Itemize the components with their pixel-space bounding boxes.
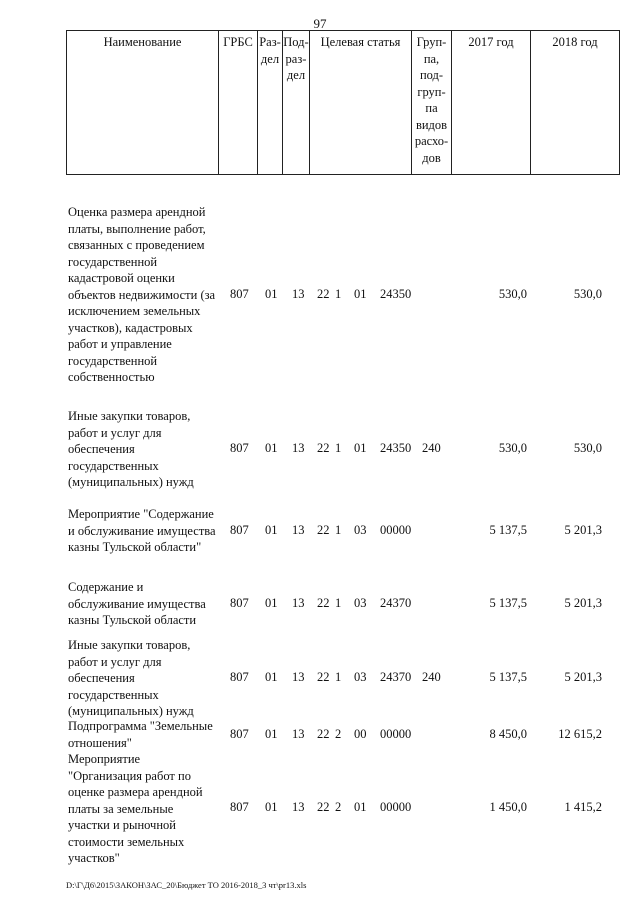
row-podrazdel: 13 (292, 596, 305, 610)
row-target-direction: 00000 (380, 523, 412, 537)
row-podrazdel: 13 (292, 523, 305, 537)
row-podrazdel: 13 (292, 800, 305, 814)
row-target-program: 22 (317, 800, 330, 814)
row-grbs: 807 (230, 523, 249, 537)
row-name: Мероприятие "Содержание и обслуживание имущества казны Тульской области" (68, 507, 216, 554)
row-name: Иные закупки товаров, работ и услуг для обеспечения государственных (муниципальных) нужд (68, 638, 194, 718)
row-grbs: 807 (230, 727, 249, 741)
row-2017: 530,0 (498, 287, 527, 301)
row-2017: 5 137,5 (489, 523, 527, 537)
row-podrazdel: 13 (292, 287, 305, 301)
row-podrazdel: 13 (292, 670, 305, 684)
row-target-subprogram: 2 (335, 800, 342, 814)
row-2018: 5 201,3 (564, 596, 602, 610)
row-razdel: 01 (265, 596, 278, 610)
row-2017: 530,0 (498, 441, 527, 455)
table-header (66, 30, 620, 175)
row-name: Оценка размера арендной платы, выполнение работ, связанных с проведением государственной кадастровой оценки объектов недвижимости (за исключением земельных участков), кадастровых работ и управление государственной собственностью (68, 205, 216, 384)
row-2018: 12 615,2 (558, 727, 602, 741)
row-name: Мероприятие "Организация работ по оценке размера арендной платы за земельные участки и рыночной стоимости земельных участков" (68, 752, 203, 865)
row-grbs: 807 (230, 670, 249, 684)
row-target-direction: 24370 (380, 670, 412, 684)
row-target-subprogram: 2 (335, 727, 342, 741)
row-razdel: 01 (265, 287, 278, 301)
header-razdel: Раз- дел (258, 31, 283, 174)
header-grbs: ГРБС (219, 31, 258, 174)
page-number: 97 (313, 16, 327, 31)
header-expense-group: Груп- па, под- груп- па видов расхо- дов (412, 31, 452, 174)
row-target-subprogram: 1 (335, 287, 342, 301)
row-target-program: 22 (317, 596, 330, 610)
row-grbs: 807 (230, 287, 249, 301)
row-name: Содержание и обслуживание имущества казны Тульской области (68, 580, 206, 627)
row-target-direction: 00000 (380, 800, 412, 814)
row-target-direction: 24350 (380, 441, 412, 455)
row-name: Подпрограмма "Земельные отношения" (68, 719, 213, 750)
row-expense-group: 240 (422, 670, 441, 684)
row-target-direction: 24350 (380, 287, 412, 301)
row-grbs: 807 (230, 441, 249, 455)
row-target-program: 22 (317, 727, 330, 741)
row-target-event: 01 (354, 287, 367, 301)
row-target-direction: 24370 (380, 596, 412, 610)
row-razdel: 01 (265, 523, 278, 537)
row-target-subprogram: 1 (335, 596, 342, 610)
row-2018: 530,0 (573, 287, 602, 301)
row-target-event: 01 (354, 800, 367, 814)
row-2018: 1 415,2 (564, 800, 602, 814)
row-target-program: 22 (317, 670, 330, 684)
row-target-program: 22 (317, 441, 330, 455)
file-path-footer: D:\Г\Д6\2015\ЗАКОН\ЗАС_20\Бюджет ТО 2016-2018_3 чт\pr13.xls (66, 880, 307, 890)
row-razdel: 01 (265, 670, 278, 684)
row-target-direction: 00000 (380, 727, 412, 741)
row-podrazdel: 13 (292, 441, 305, 455)
row-razdel: 01 (265, 800, 278, 814)
row-target-subprogram: 1 (335, 441, 342, 455)
row-target-program: 22 (317, 287, 330, 301)
row-2017: 8 450,0 (489, 727, 527, 741)
row-2018: 5 201,3 (564, 670, 602, 684)
row-name: Иные закупки товаров, работ и услуг для обеспечения государственных (муниципальных) нужд (68, 409, 194, 489)
header-podrazdel: Под- раз- дел (283, 31, 310, 174)
row-target-event: 00 (354, 727, 367, 741)
row-2017: 1 450,0 (489, 800, 527, 814)
row-2018: 530,0 (573, 441, 602, 455)
header-name: Наименование (67, 31, 219, 174)
row-podrazdel: 13 (292, 727, 305, 741)
row-2017: 5 137,5 (489, 596, 527, 610)
row-target-event: 03 (354, 596, 367, 610)
row-target-event: 03 (354, 523, 367, 537)
header-target-article: Целевая статья (310, 31, 412, 174)
row-razdel: 01 (265, 727, 278, 741)
row-target-event: 03 (354, 670, 367, 684)
row-2017: 5 137,5 (489, 670, 527, 684)
header-2017: 2017 год (452, 31, 531, 174)
row-razdel: 01 (265, 441, 278, 455)
row-target-program: 22 (317, 523, 330, 537)
header-2018: 2018 год (552, 35, 598, 49)
row-target-event: 01 (354, 441, 367, 455)
row-target-subprogram: 1 (335, 523, 342, 537)
row-expense-group: 240 (422, 441, 441, 455)
row-target-subprogram: 1 (335, 670, 342, 684)
row-grbs: 807 (230, 596, 249, 610)
row-2018: 5 201,3 (564, 523, 602, 537)
row-grbs: 807 (230, 800, 249, 814)
